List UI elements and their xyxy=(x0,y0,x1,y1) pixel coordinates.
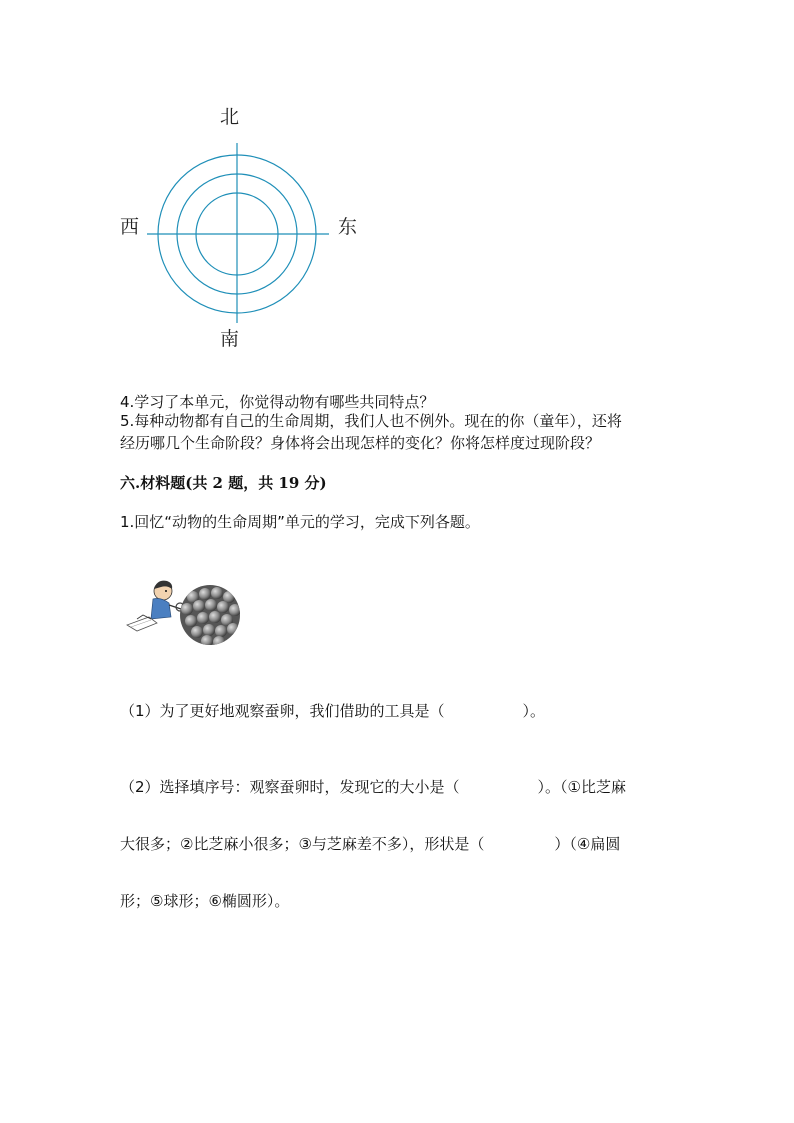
sub-question-2-text-1: （2）选择填序号：观察蚕卵时，发现它的大小是（ xyxy=(120,778,460,796)
boy-observing-eggs-illustration xyxy=(123,579,243,649)
sub-question-1 xyxy=(120,700,545,722)
sub-question-1-close: ）。 xyxy=(522,702,546,720)
section-6-title: 六.材料题(共 2 题，共 19 分) xyxy=(120,474,327,492)
compass-east-label: 东 xyxy=(338,216,358,238)
question-5-line-2: 经历哪几个生命阶段？身体将会出现怎样的变化？你将怎样度过现阶段？ xyxy=(120,434,601,452)
compass-south-label: 南 xyxy=(220,328,240,350)
sub-question-2-line-2 xyxy=(120,833,620,855)
sub-question-2-text-3: 大很多；②比芝麻小很多；③与芝麻差不多），形状是（ xyxy=(120,835,485,853)
sub-question-2-line-3: 形；⑤球形；⑥椭圆形）。 xyxy=(120,892,290,910)
sub-question-2-text-4: ）（④扁圆 xyxy=(554,835,621,853)
question-4: 4.学习了本单元，你觉得动物有哪些共同特点？ xyxy=(120,393,435,411)
sub-question-2-line-1 xyxy=(120,776,626,798)
boy-figure xyxy=(127,581,184,631)
magnified-silkworm-eggs xyxy=(180,585,241,648)
sub-question-1-text: （1）为了更好地观察蚕卵，我们借助的工具是（ xyxy=(120,702,445,720)
question-5-line-1: 5.每种动物都有自己的生命周期，我们人也不例外。现在的你（童年），还将 xyxy=(120,412,622,430)
compass-north-label: 北 xyxy=(220,106,240,128)
section-6-item-1: 1.回忆“动物的生命周期”单元的学习，完成下列各题。 xyxy=(120,513,480,531)
sub-question-2-text-2: ）。（①比芝麻 xyxy=(537,778,626,796)
compass-west-label: 西 xyxy=(120,216,140,238)
compass-diagram xyxy=(140,143,340,323)
